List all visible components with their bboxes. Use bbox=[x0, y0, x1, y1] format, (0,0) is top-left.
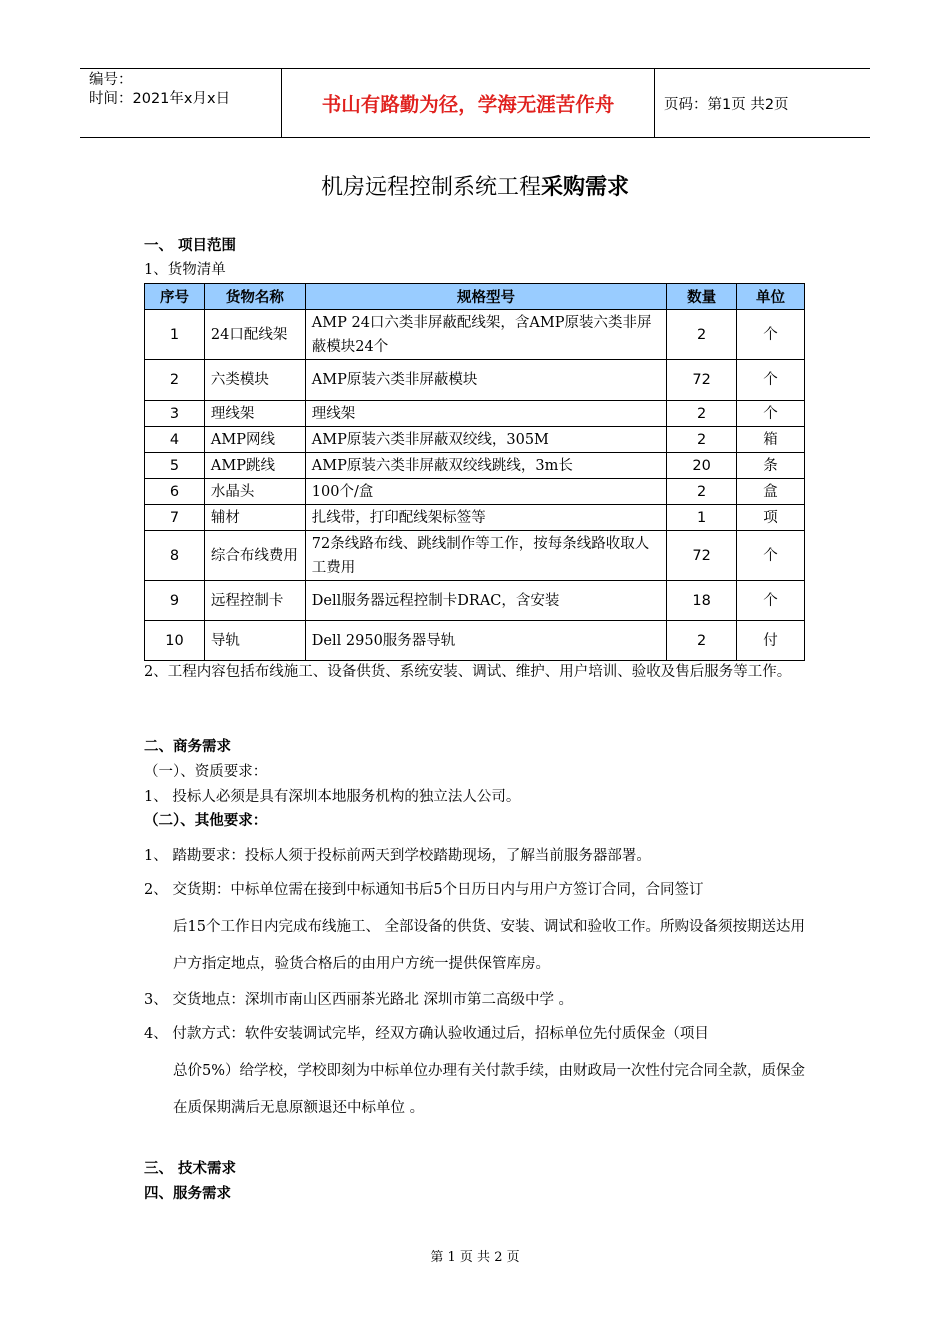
col-header-spec: 规格型号 bbox=[305, 284, 666, 310]
section2-sub-qualification: （一）、资质要求： bbox=[144, 764, 268, 780]
document-title bbox=[0, 170, 950, 201]
cell-qty: 1 bbox=[667, 505, 737, 531]
cell-unit: 项 bbox=[737, 505, 805, 531]
table-row bbox=[145, 479, 805, 505]
page-footer: 第 1 页 共 2 页 bbox=[430, 1250, 520, 1265]
table-header-row bbox=[145, 284, 805, 310]
cell-unit: 箱 bbox=[737, 427, 805, 453]
cell-name: 24口配线架 bbox=[204, 310, 305, 360]
section4-heading: 四、服务需求 bbox=[144, 1186, 231, 1202]
title-bold: 采购需求 bbox=[541, 175, 630, 200]
requirement-item bbox=[144, 1016, 814, 1127]
cell-spec: AMP 24口六类非屏蔽配线架，含AMP原装六类非屏蔽模块24个 bbox=[305, 310, 666, 360]
requirement-continuation: 总价5%）给学校，学校即刻为中标单位办理有关付款手续，由财政局一次性付完合同全款，质保金在质保期满后无息原额退还中标单位 。 bbox=[173, 1063, 805, 1116]
table-row bbox=[145, 581, 805, 621]
cell-unit: 个 bbox=[737, 310, 805, 360]
section2-sub-other: （二）、其他要求： bbox=[144, 813, 268, 829]
cell-spec: Dell服务器远程控制卡DRAC，含安装 bbox=[305, 581, 666, 621]
cell-qty: 72 bbox=[667, 360, 737, 401]
cell-name: 导轨 bbox=[204, 621, 305, 661]
table-row bbox=[145, 505, 805, 531]
cell-qty: 20 bbox=[667, 453, 737, 479]
goods-table bbox=[144, 283, 805, 661]
cell-index: 6 bbox=[145, 479, 205, 505]
table-row bbox=[145, 310, 805, 360]
cell-qty: 2 bbox=[667, 479, 737, 505]
cell-spec: AMP原装六类非屏蔽双绞线跳线，3m长 bbox=[305, 453, 666, 479]
header-page-info: 页码：第1页 共2页 bbox=[664, 97, 789, 113]
header-meta bbox=[89, 71, 230, 109]
col-header-name: 货物名称 bbox=[204, 284, 305, 310]
page-header bbox=[80, 68, 870, 138]
requirement-continuation: 后15个工作日内完成布线施工、 全部设备的供货、安装、调试和验收工作。所购设备须按期送达用户方指定地点，验货合格后的由用户方统一提供保管库房。 bbox=[173, 919, 806, 972]
qualification-item: 1、 投标人必须是具有深圳本地服务机构的独立法人公司。 bbox=[144, 789, 521, 805]
number-label: 编号： bbox=[89, 72, 133, 88]
requirement-item bbox=[144, 872, 814, 983]
table-row bbox=[145, 531, 805, 581]
cell-index: 5 bbox=[145, 453, 205, 479]
requirement-first-line: 1、 踏勘要求：投标人须于投标前两天到学校踏勘现场，了解当前服务器部署。 bbox=[144, 848, 651, 864]
cell-spec: 理线架 bbox=[305, 401, 666, 427]
title-main: 机房远程控制系统工程 bbox=[320, 175, 541, 200]
cell-qty: 2 bbox=[667, 310, 737, 360]
cell-spec: 100个/盒 bbox=[305, 479, 666, 505]
requirement-item bbox=[144, 982, 814, 1019]
requirement-first-line: 4、 付款方式：软件安装调试完毕，经双方确认验收通过后，招标单位先付质保金（项目 bbox=[144, 1026, 709, 1042]
cell-index: 4 bbox=[145, 427, 205, 453]
col-header-index: 序号 bbox=[145, 284, 205, 310]
cell-name: 理线架 bbox=[204, 401, 305, 427]
section1-sub1: 1、货物清单 bbox=[144, 262, 226, 278]
cell-qty: 2 bbox=[667, 621, 737, 661]
cell-qty: 2 bbox=[667, 427, 737, 453]
requirement-first-line: 2、 交货期：中标单位需在接到中标通知书后5个日历日内与用户方签订合同，合同签订 bbox=[144, 882, 704, 898]
section1-heading: 一、 项目范围 bbox=[144, 238, 237, 254]
cell-name: 辅材 bbox=[204, 505, 305, 531]
header-motto: 书山有路勤为径，学海无涯苦作舟 bbox=[281, 69, 655, 137]
cell-index: 8 bbox=[145, 531, 205, 581]
cell-name: 六类模块 bbox=[204, 360, 305, 401]
cell-name: AMP跳线 bbox=[204, 453, 305, 479]
table-row bbox=[145, 360, 805, 401]
cell-spec: AMP原装六类非屏蔽模块 bbox=[305, 360, 666, 401]
cell-index: 10 bbox=[145, 621, 205, 661]
cell-index: 2 bbox=[145, 360, 205, 401]
cell-qty: 18 bbox=[667, 581, 737, 621]
cell-spec: 扎线带，打印配线架标签等 bbox=[305, 505, 666, 531]
requirement-item bbox=[144, 838, 814, 875]
cell-index: 9 bbox=[145, 581, 205, 621]
section2-heading: 二、商务需求 bbox=[144, 739, 231, 755]
cell-spec: Dell 2950服务器导轨 bbox=[305, 621, 666, 661]
cell-unit: 个 bbox=[737, 360, 805, 401]
table-row bbox=[145, 453, 805, 479]
table-row bbox=[145, 427, 805, 453]
cell-index: 7 bbox=[145, 505, 205, 531]
cell-unit: 付 bbox=[737, 621, 805, 661]
cell-name: 综合布线费用 bbox=[204, 531, 305, 581]
cell-index: 3 bbox=[145, 401, 205, 427]
cell-qty: 2 bbox=[667, 401, 737, 427]
col-header-qty: 数量 bbox=[667, 284, 737, 310]
col-header-unit: 单位 bbox=[737, 284, 805, 310]
cell-unit: 条 bbox=[737, 453, 805, 479]
cell-index: 1 bbox=[145, 310, 205, 360]
section3-heading: 三、 技术需求 bbox=[144, 1161, 237, 1177]
cell-unit: 个 bbox=[737, 581, 805, 621]
cell-name: 远程控制卡 bbox=[204, 581, 305, 621]
time-label: 时间：2021年x月x日 bbox=[89, 91, 231, 107]
requirement-first-line: 3、 交货地点：深圳市南山区西丽茶光路北 深圳市第二高级中学 。 bbox=[144, 992, 574, 1008]
table-row bbox=[145, 621, 805, 661]
cell-unit: 个 bbox=[737, 531, 805, 581]
cell-unit: 盒 bbox=[737, 479, 805, 505]
section1-sub2: 2、工程内容包括布线施工、设备供货、系统安装、调试、维护、用户培训、验收及售后服务等工作。 bbox=[144, 664, 792, 680]
cell-unit: 个 bbox=[737, 401, 805, 427]
table-row bbox=[145, 401, 805, 427]
cell-spec: AMP原装六类非屏蔽双绞线，305M bbox=[305, 427, 666, 453]
cell-spec: 72条线路布线、跳线制作等工作，按每条线路收取人工费用 bbox=[305, 531, 666, 581]
cell-qty: 72 bbox=[667, 531, 737, 581]
cell-name: AMP网线 bbox=[204, 427, 305, 453]
cell-name: 水晶头 bbox=[204, 479, 305, 505]
